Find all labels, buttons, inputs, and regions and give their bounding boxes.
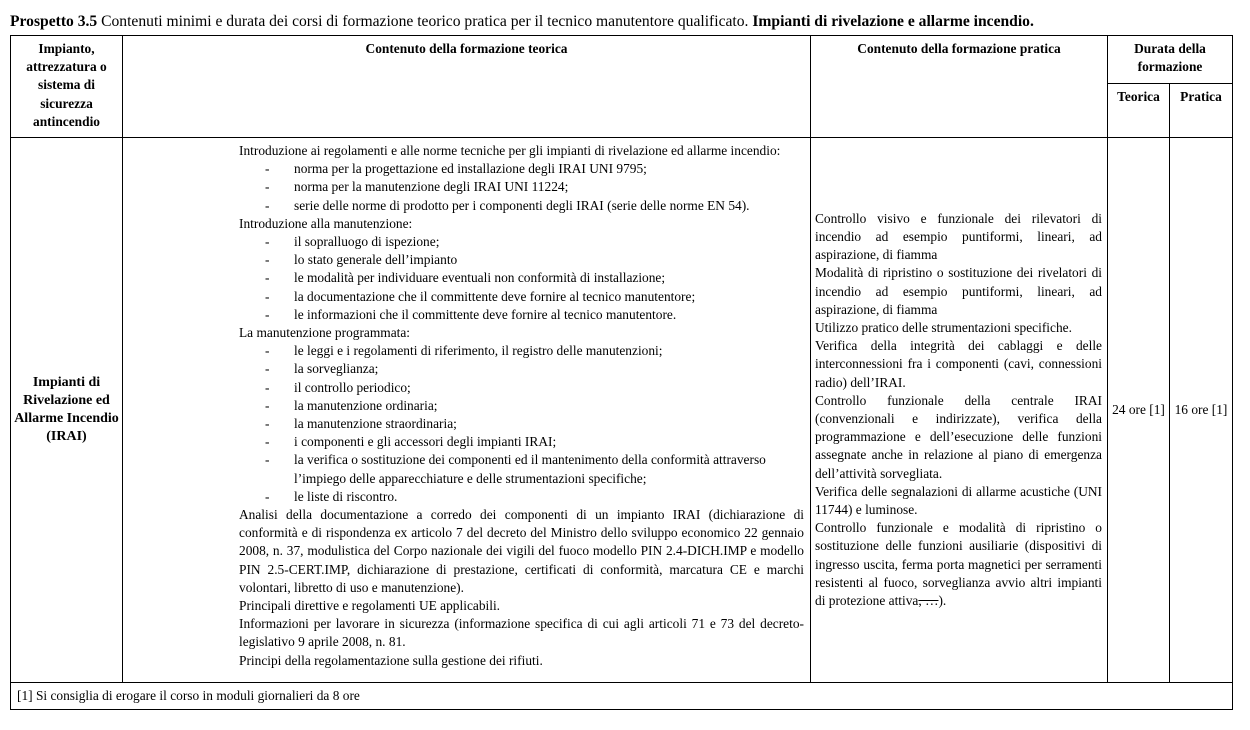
table-row	[11, 138, 1233, 683]
theory-programmed: La manutenzione programmata:	[239, 325, 411, 341]
list-item: - serie delle norme di prodotto per i componenti degli IRAI (serie delle norme EN 54).	[239, 197, 804, 215]
theory-hours: 24 ore [1]	[1108, 138, 1170, 683]
footnote: [1] Si consiglia di erogare il corso in moduli giornalieri da 8 ore	[11, 683, 1233, 710]
theory-intro-maintenance: Introduzione alla manutenzione:	[239, 215, 413, 231]
practice-item: Verifica della integrità dei cablaggi e delle interconnessioni fra i componenti (cavi, connessioni radio) dell’IRAI.	[815, 338, 1102, 390]
list-item: - norma per la progettazione ed installazione degli IRAI UNI 9795;	[239, 160, 804, 178]
theory-analysis: Analisi della documentazione a corredo dei componenti di un impianto IRAI (dichiarazione di conformità e di rispondenza ex articolo 7 del decreto del Ministro dello sviluppo economico 22 gennaio 2008, n. 37, modulistica del Corpo nazionale dei vigili del fuoco modello PIN 2.4-DICH.IMP e modello PIN 2.5-CERT.IMP, dichiarazione di prestazione, certificati di conformità, marcatura CE e marchi volontari, libretto di uso e manutenzione).	[239, 507, 804, 595]
caption-highlight: Impianti di rivelazione e allarme incendio.	[752, 13, 1034, 30]
list-item: - norma per la manutenzione degli IRAI UNI 11224;	[239, 178, 804, 196]
practice-content	[811, 138, 1108, 683]
system-name: Impianti di Rivelazione ed Allarme Incendio (IRAI)	[11, 138, 123, 683]
practice-item: Verifica delle segnalazioni di allarme acustiche (UNI 11744) e luminose.	[815, 483, 1102, 518]
theory-safety: Informazioni per lavorare in sicurezza (informazione specifica di cui agli articoli 71 e 73 del decreto-legislativo 9 aprile 2008, n. 81.	[239, 616, 804, 650]
header-practice-hours: Pratica	[1170, 84, 1233, 138]
header-system: Impianto, attrezzatura o sistema di sicurezza antincendio	[11, 36, 123, 138]
list-item: - le liste di riscontro.	[239, 488, 804, 506]
list-item: - le informazioni che il committente deve fornire al tecnico manutentore.	[239, 306, 804, 324]
struck-text: , …	[918, 593, 939, 609]
list-item: - il controllo periodico;	[239, 379, 804, 397]
footnote-row	[11, 683, 1233, 710]
theory-programmed-list	[239, 342, 804, 506]
practice-item: Controllo funzionale della centrale IRAI (convenzionali e indirizzate), verifica della programmazione e dell’esecuzione delle funzioni assegnate anche in relazione al piano di emergenza dell’attività sorvegliata.	[815, 392, 1102, 481]
header-duration: Durata della formazione	[1108, 36, 1233, 84]
theory-intro-norms: Introduzione ai regolamenti e alle norme tecniche per gli impianti di rivelazione ed allarme incendio:	[239, 143, 781, 158]
list-item: - le modalità per individuare eventuali non conformità di installazione;	[239, 269, 804, 287]
practice-item-end: ).	[938, 593, 947, 609]
practice-item: Controllo visivo e funzionale dei rilevatori di incendio ad esempio puntiformi, lineari, ad aspirazione, di fiamma	[815, 210, 1102, 263]
theory-content	[123, 138, 811, 683]
header-theory: Contenuto della formazione teorica	[123, 36, 811, 138]
training-table	[10, 35, 1233, 710]
list-item: - lo stato generale dell’impianto	[239, 251, 804, 269]
practice-item: Modalità di ripristino o sostituzione dei rivelatori di incendio ad esempio puntiformi, lineari, ad aspirazione, di fiamma	[815, 265, 1102, 317]
practice-hours: 16 ore [1]	[1170, 138, 1233, 683]
practice-item	[815, 519, 1102, 610]
caption-text: Contenuti minimi e durata dei corsi di formazione teorico pratica per il tecnico manutentore qualificato.	[97, 13, 753, 30]
list-item: - i componenti e gli accessori degli impianti IRAI;	[239, 433, 804, 451]
list-item: - la verifica o sostituzione dei componenti ed il mantenimento della conformità attraverso l’impiego delle apparecchiature e delle strumentazioni specifiche;	[239, 451, 804, 487]
caption-label: Prospetto 3.5	[10, 13, 98, 30]
practice-item-text: Controllo funzionale e modalità di ripristino o sostituzione delle funzioni ausiliarie (dispositivi di ingresso uscita, ferma porta magnetici per serramenti resistenti al fuoco, sorveglianza avvio altri impianti di protezione attiva	[815, 520, 1102, 609]
list-item: - la manutenzione ordinaria;	[239, 397, 804, 415]
header-theory-hours: Teorica	[1108, 84, 1170, 138]
header-practice: Contenuto della formazione pratica	[811, 36, 1108, 138]
list-item: - la documentazione che il committente deve fornire al tecnico manutentore;	[239, 288, 804, 306]
list-item: - le leggi e i regolamenti di riferimento, il registro delle manutenzioni;	[239, 342, 804, 360]
table-caption	[10, 12, 1034, 32]
theory-directives: Principali direttive e regolamenti UE applicabili.	[239, 598, 501, 614]
header-row-1	[11, 36, 1233, 84]
theory-waste: Principi della regolamentazione sulla gestione dei rifiuti.	[239, 652, 543, 668]
list-item: - la manutenzione straordinaria;	[239, 415, 804, 433]
theory-intro-norms-list	[239, 160, 804, 215]
practice-item: Utilizzo pratico delle strumentazioni specifiche.	[815, 319, 1072, 335]
theory-intro-maintenance-list	[239, 233, 804, 324]
list-item: - il sopralluogo di ispezione;	[239, 233, 804, 251]
list-item: - la sorveglianza;	[239, 360, 804, 378]
